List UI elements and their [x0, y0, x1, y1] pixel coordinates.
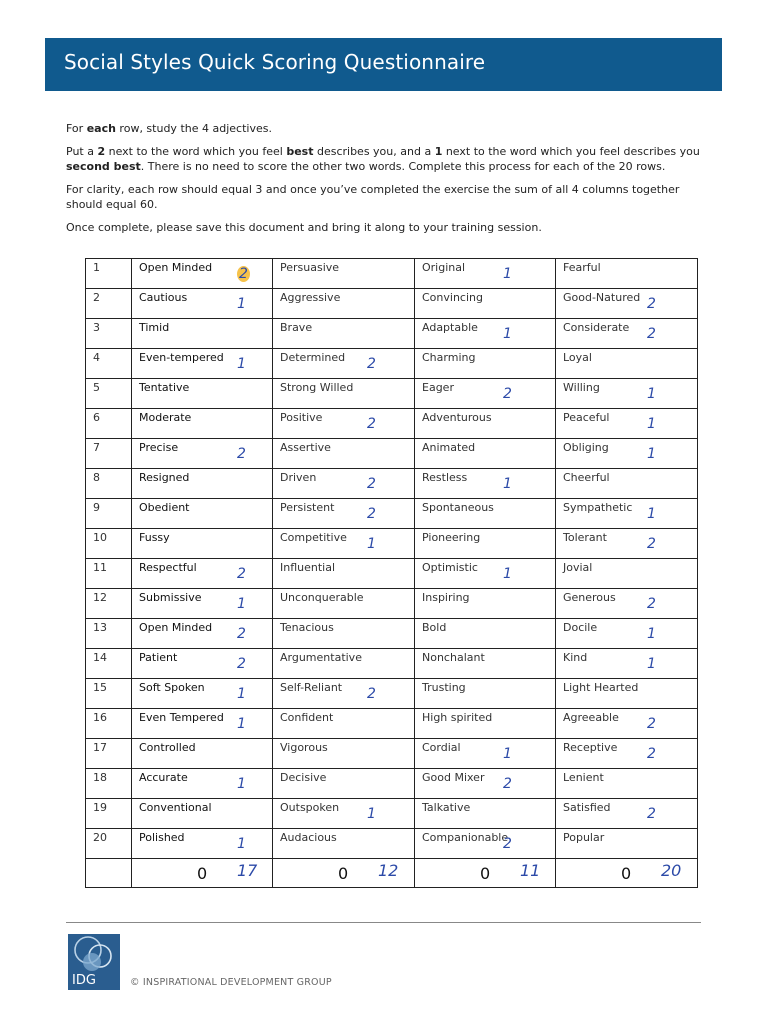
adjective: Even-tempered	[139, 351, 224, 364]
adjective: Adaptable	[422, 321, 478, 334]
handwritten-score: 2	[503, 776, 512, 792]
adjective-cell[interactable]	[273, 709, 415, 739]
adjective: Adventurous	[422, 411, 492, 424]
adjective-cell[interactable]	[273, 679, 415, 709]
adjective: Open Minded	[139, 261, 213, 274]
row-number-cell	[86, 799, 132, 829]
adjective-cell[interactable]	[273, 379, 415, 409]
scoring-table	[85, 258, 698, 888]
adjective-cell[interactable]	[556, 289, 698, 319]
table-row	[86, 349, 698, 379]
adjective-cell[interactable]	[273, 739, 415, 769]
table-row	[86, 829, 698, 859]
copyright: © INSPIRATIONAL DEVELOPMENT GROUP	[130, 977, 332, 988]
adjective-cell[interactable]	[132, 319, 273, 349]
handwritten-score: 2	[237, 656, 246, 672]
adjective: Even Tempered	[139, 711, 224, 724]
handwritten-score: 1	[647, 416, 656, 432]
adjective-cell[interactable]	[273, 439, 415, 469]
handwritten-score: 2	[239, 266, 248, 282]
row-number: 10	[93, 531, 107, 544]
adjective-cell[interactable]	[415, 649, 556, 679]
row-number: 18	[93, 771, 107, 784]
row-number: 4	[93, 351, 100, 364]
instruction-4: Once complete, please save this document and bring it along to your training session.	[66, 221, 542, 234]
adjective-cell[interactable]	[556, 559, 698, 589]
row-number: 1	[93, 261, 100, 274]
printed-total: 0	[197, 864, 208, 883]
adjective: Peaceful	[563, 411, 610, 424]
table-row	[86, 799, 698, 829]
adjective-cell[interactable]	[556, 649, 698, 679]
row-number: 17	[93, 741, 107, 754]
adjective: Strong Willed	[280, 381, 354, 394]
adjective-cell[interactable]	[132, 559, 273, 589]
row-number-cell	[86, 499, 132, 529]
handwritten-score: 2	[367, 356, 376, 372]
row-number-cell	[86, 559, 132, 589]
adjective-cell[interactable]	[556, 739, 698, 769]
handwritten-score: 2	[367, 506, 376, 522]
adjective: Open Minded	[139, 621, 213, 634]
adjective: Willing	[563, 381, 600, 394]
adjective-cell[interactable]	[132, 409, 273, 439]
adjective-cell[interactable]	[556, 589, 698, 619]
row-number-cell	[86, 529, 132, 559]
adjective: Driven	[280, 471, 317, 484]
adjective: Optimistic	[422, 561, 478, 574]
adjective-cell[interactable]	[415, 259, 556, 289]
adjective-cell[interactable]	[273, 319, 415, 349]
handwritten-score: 1	[503, 266, 512, 282]
adjective-cell[interactable]	[132, 259, 273, 289]
table-row	[86, 469, 698, 499]
column-total-cell[interactable]	[556, 859, 698, 888]
row-number: 3	[93, 321, 100, 334]
printed-total: 0	[338, 864, 349, 883]
adjective: Precise	[139, 441, 179, 454]
adjective: Pioneering	[422, 531, 481, 544]
adjective-cell[interactable]	[415, 709, 556, 739]
adjective-cell[interactable]	[132, 469, 273, 499]
adjective: Convincing	[422, 291, 483, 304]
table-row	[86, 559, 698, 589]
adjective: Argumentative	[280, 651, 362, 664]
adjective: Influential	[280, 561, 336, 574]
adjective: Positive	[280, 411, 323, 424]
adjective: Moderate	[139, 411, 192, 424]
adjective-cell[interactable]	[556, 259, 698, 289]
adjective-cell[interactable]	[415, 769, 556, 799]
adjective-cell[interactable]	[273, 529, 415, 559]
adjective-cell[interactable]	[556, 829, 698, 859]
table-row	[86, 319, 698, 349]
handwritten-score: 2	[237, 566, 246, 582]
row-number-cell	[86, 739, 132, 769]
table-row	[86, 289, 698, 319]
row-number-cell	[86, 619, 132, 649]
handwritten-score: 2	[647, 596, 656, 612]
row-number-cell	[86, 829, 132, 859]
adjective: Inspiring	[422, 591, 470, 604]
instruction-2: Put a 2 next to the word which you feel best describes you, and a 1 next to the word which you feel describes you second best. There is no need to score the other two words. Complete this process for each of the 20 rows.	[66, 145, 700, 173]
page-title: Social Styles Quick Scoring Questionnaire	[64, 50, 486, 74]
adjective: Tolerant	[563, 531, 607, 544]
adjective-cell[interactable]	[415, 529, 556, 559]
adjective-cell[interactable]	[273, 649, 415, 679]
adjective: Fussy	[139, 531, 170, 544]
column-total-cell[interactable]	[273, 859, 415, 888]
title-banner	[45, 38, 722, 91]
table-row	[86, 769, 698, 799]
adjective-cell[interactable]	[273, 469, 415, 499]
row-number-cell	[86, 319, 132, 349]
adjective: Persuasive	[280, 261, 340, 274]
row-number: 15	[93, 681, 107, 694]
adjective: Satisfied	[563, 801, 611, 814]
adjective: Charming	[422, 351, 476, 364]
handwritten-score: 2	[647, 716, 656, 732]
adjective-cell[interactable]	[556, 769, 698, 799]
adjective: Vigorous	[280, 741, 328, 754]
adjective: Good-Natured	[563, 291, 641, 304]
adjective: Competitive	[280, 531, 347, 544]
adjective: Popular	[563, 831, 605, 844]
adjective: Accurate	[139, 771, 188, 784]
adjective-cell[interactable]	[415, 319, 556, 349]
row-number-cell	[86, 769, 132, 799]
adjective: Self-Reliant	[280, 681, 343, 694]
adjective-cell[interactable]	[415, 439, 556, 469]
handwritten-score: 1	[503, 746, 512, 762]
row-number-cell	[86, 379, 132, 409]
table-row	[86, 589, 698, 619]
adjective: Bold	[422, 621, 447, 634]
adjective-cell[interactable]	[132, 619, 273, 649]
table-row	[86, 739, 698, 769]
handwritten-score: 1	[647, 386, 656, 402]
adjective: Talkative	[422, 801, 471, 814]
handwritten-score: 1	[503, 476, 512, 492]
adjective-cell[interactable]	[415, 379, 556, 409]
adjective: Obedient	[139, 501, 190, 514]
table-row	[86, 709, 698, 739]
adjective-cell[interactable]	[556, 619, 698, 649]
footer-divider	[66, 922, 701, 923]
handwritten-score: 1	[237, 596, 246, 612]
adjective: Sympathetic	[563, 501, 633, 514]
row-number-cell	[86, 259, 132, 289]
adjective: Companionable	[422, 831, 509, 844]
handwritten-score: 2	[367, 686, 376, 702]
adjective-cell[interactable]	[132, 679, 273, 709]
adjective-cell[interactable]	[132, 649, 273, 679]
adjective: Generous	[563, 591, 616, 604]
adjective-cell[interactable]	[132, 529, 273, 559]
adjective-cell[interactable]	[415, 739, 556, 769]
adjective: Fearful	[563, 261, 601, 274]
row-number: 12	[93, 591, 107, 604]
handwritten-score: 1	[503, 566, 512, 582]
table-row	[86, 409, 698, 439]
adjective: Decisive	[280, 771, 327, 784]
handwritten-score: 1	[647, 656, 656, 672]
adjective: Conventional	[139, 801, 212, 814]
adjective-cell[interactable]	[132, 349, 273, 379]
table-row	[86, 619, 698, 649]
adjective: Persistent	[280, 501, 335, 514]
adjective-cell[interactable]	[556, 409, 698, 439]
handwritten-score: 1	[237, 836, 246, 852]
column-total-cell[interactable]	[415, 859, 556, 888]
adjective: Respectful	[139, 561, 197, 574]
adjective: Submissive	[139, 591, 202, 604]
adjective: Assertive	[280, 441, 331, 454]
adjective: Obliging	[563, 441, 609, 454]
row-number: 8	[93, 471, 100, 484]
adjective: Controlled	[139, 741, 196, 754]
adjective-cell[interactable]	[556, 319, 698, 349]
row-number: 6	[93, 411, 100, 424]
handwritten-score: 2	[237, 446, 246, 462]
adjective: Considerate	[563, 321, 630, 334]
adjective-cell[interactable]	[556, 709, 698, 739]
adjective: Tentative	[139, 381, 190, 394]
row-number-cell	[86, 349, 132, 379]
adjective-cell[interactable]	[415, 799, 556, 829]
row-number: 20	[93, 831, 107, 844]
adjective-cell[interactable]	[273, 409, 415, 439]
handwritten-score: 2	[367, 476, 376, 492]
adjective: Jovial	[563, 561, 593, 574]
adjective-cell[interactable]	[556, 439, 698, 469]
table-row	[86, 649, 698, 679]
handwritten-score: 1	[647, 446, 656, 462]
idg-logo	[68, 934, 120, 990]
handwritten-total: 20	[661, 861, 682, 880]
handwritten-score: 2	[647, 746, 656, 762]
adjective: Confident	[280, 711, 334, 724]
adjective-cell[interactable]	[132, 379, 273, 409]
adjective: Trusting	[422, 681, 466, 694]
handwritten-score: 1	[367, 536, 376, 552]
adjective-cell[interactable]	[273, 259, 415, 289]
adjective-cell[interactable]	[273, 769, 415, 799]
row-number: 2	[93, 291, 100, 304]
adjective-cell[interactable]	[415, 559, 556, 589]
row-number: 9	[93, 501, 100, 514]
handwritten-total: 17	[237, 861, 258, 880]
adjective: Kind	[563, 651, 588, 664]
adjective: Docile	[563, 621, 598, 634]
adjective: Original	[422, 261, 466, 274]
row-number-cell	[86, 469, 132, 499]
adjective-cell[interactable]	[273, 799, 415, 829]
handwritten-score: 1	[367, 806, 376, 822]
handwritten-score: 2	[647, 296, 656, 312]
adjective: Nonchalant	[422, 651, 485, 664]
adjective: High spirited	[422, 711, 493, 724]
adjective-cell[interactable]	[415, 409, 556, 439]
adjective: Agreeable	[563, 711, 619, 724]
instructions	[66, 121, 716, 243]
adjective-cell[interactable]	[132, 829, 273, 859]
printed-total: 0	[621, 864, 632, 883]
handwritten-score: 1	[647, 626, 656, 642]
handwritten-score: 2	[503, 836, 512, 852]
handwritten-score: 1	[503, 326, 512, 342]
handwritten-score: 1	[647, 506, 656, 522]
row-number-cell	[86, 709, 132, 739]
printed-total: 0	[480, 864, 491, 883]
adjective: Spontaneous	[422, 501, 494, 514]
adjective-cell[interactable]	[556, 349, 698, 379]
adjective: Lenient	[563, 771, 604, 784]
handwritten-score: 2	[367, 416, 376, 432]
handwritten-score: 2	[647, 806, 656, 822]
adjective-cell[interactable]	[132, 499, 273, 529]
table-row	[86, 439, 698, 469]
row-number-cell	[86, 649, 132, 679]
adjective-cell[interactable]	[556, 469, 698, 499]
adjective-cell[interactable]	[132, 439, 273, 469]
adjective-cell[interactable]	[415, 499, 556, 529]
adjective: Audacious	[280, 831, 337, 844]
adjective-cell[interactable]	[273, 289, 415, 319]
totals-label-cell	[86, 859, 132, 888]
handwritten-score: 1	[237, 776, 246, 792]
adjective-cell[interactable]	[132, 709, 273, 739]
adjective: Patient	[139, 651, 178, 664]
adjective-cell[interactable]	[556, 799, 698, 829]
handwritten-score: 2	[503, 386, 512, 402]
adjective-cell[interactable]	[415, 469, 556, 499]
adjective: Soft Spoken	[139, 681, 205, 694]
adjective: Cautious	[139, 291, 188, 304]
adjective-cell[interactable]	[415, 289, 556, 319]
adjective-cell[interactable]	[273, 829, 415, 859]
adjective: Cordial	[422, 741, 461, 754]
row-number-cell	[86, 589, 132, 619]
adjective: Restless	[422, 471, 468, 484]
adjective: Resigned	[139, 471, 190, 484]
adjective: Eager	[422, 381, 454, 394]
row-number-cell	[86, 439, 132, 469]
adjective: Unconquerable	[280, 591, 364, 604]
adjective: Tenacious	[280, 621, 334, 634]
adjective-cell[interactable]	[556, 679, 698, 709]
table-row	[86, 499, 698, 529]
adjective-cell[interactable]	[415, 829, 556, 859]
row-number: 11	[93, 561, 107, 574]
adjective: Loyal	[563, 351, 592, 364]
table-row	[86, 259, 698, 289]
handwritten-score: 2	[647, 536, 656, 552]
adjective: Outspoken	[280, 801, 340, 814]
adjective-cell[interactable]	[556, 499, 698, 529]
adjective-cell[interactable]	[415, 349, 556, 379]
svg-text:IDG: IDG	[72, 973, 96, 988]
adjective-cell[interactable]	[556, 379, 698, 409]
handwritten-total: 11	[520, 861, 541, 880]
handwritten-score: 2	[237, 626, 246, 642]
row-number: 19	[93, 801, 107, 814]
adjective-cell[interactable]	[415, 589, 556, 619]
adjective: Receptive	[563, 741, 618, 754]
row-number-cell	[86, 409, 132, 439]
totals-row	[86, 859, 698, 888]
row-number: 13	[93, 621, 107, 634]
handwritten-score: 1	[237, 356, 246, 372]
adjective: Good Mixer	[422, 771, 485, 784]
adjective-cell[interactable]	[415, 679, 556, 709]
handwritten-score: 1	[237, 296, 246, 312]
handwritten-score: 2	[647, 326, 656, 342]
table-row	[86, 529, 698, 559]
adjective-cell[interactable]	[273, 589, 415, 619]
adjective-cell[interactable]	[132, 739, 273, 769]
handwritten-score: 1	[237, 716, 246, 732]
row-number-cell	[86, 289, 132, 319]
instruction-3: For clarity, each row should equal 3 and once you’ve completed the exercise the sum of all 4 columns together should equal 60.	[66, 183, 680, 211]
adjective-cell[interactable]	[132, 799, 273, 829]
table-row	[86, 679, 698, 709]
row-number: 14	[93, 651, 107, 664]
adjective: Cheerful	[563, 471, 610, 484]
adjective: Aggressive	[280, 291, 341, 304]
handwritten-total: 12	[378, 861, 399, 880]
adjective-cell[interactable]	[132, 589, 273, 619]
adjective: Timid	[139, 321, 170, 334]
row-number: 5	[93, 381, 100, 394]
adjective-cell[interactable]	[132, 769, 273, 799]
row-number: 7	[93, 441, 100, 454]
adjective-cell[interactable]	[415, 619, 556, 649]
adjective-cell[interactable]	[556, 529, 698, 559]
adjective: Brave	[280, 321, 313, 334]
column-total-cell[interactable]	[132, 859, 273, 888]
adjective-cell[interactable]	[132, 289, 273, 319]
row-number: 16	[93, 711, 107, 724]
adjective-cell[interactable]	[273, 499, 415, 529]
adjective: Animated	[422, 441, 476, 454]
adjective: Polished	[139, 831, 185, 844]
row-number-cell	[86, 679, 132, 709]
adjective-cell[interactable]	[273, 619, 415, 649]
adjective: Determined	[280, 351, 346, 364]
adjective-cell[interactable]	[273, 349, 415, 379]
adjective-cell[interactable]	[273, 559, 415, 589]
handwritten-score: 1	[237, 686, 246, 702]
instruction-1: For each row, study the 4 adjectives.	[66, 122, 272, 135]
table-row	[86, 379, 698, 409]
adjective: Light Hearted	[563, 681, 639, 694]
